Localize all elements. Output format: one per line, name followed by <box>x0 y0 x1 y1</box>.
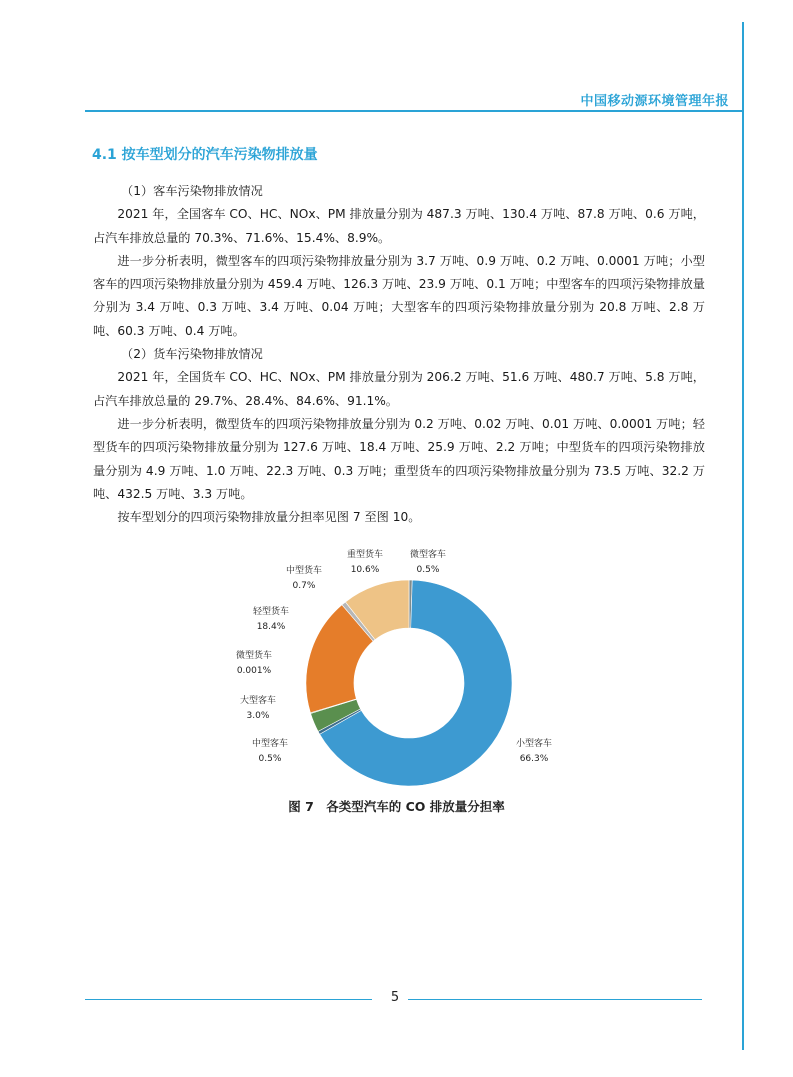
slice-category: 重型货车 <box>346 550 384 560</box>
slice-label <box>410 548 446 578</box>
slice-category: 微型客车 <box>409 550 447 560</box>
page-number: 5 <box>390 990 400 1005</box>
slice-category: 大型客车 <box>239 696 277 706</box>
figure-caption: 图 7 各类型汽车的 CO 排放量分担率 <box>288 799 505 814</box>
slice-label <box>516 737 552 767</box>
slice-value: 0.001% <box>236 666 272 676</box>
slice-category: 中型客车 <box>251 739 289 749</box>
slice-label <box>252 737 288 767</box>
slice-value: 10.6% <box>350 565 380 575</box>
subheading-truck: （2）货车污染物排放情况 <box>121 347 263 362</box>
footer-rule-right <box>408 999 702 1000</box>
paragraph: 2021 年，全国客车 CO、HC、NOx、PM 排放量分别为 487.3 万吨、130.4 万吨、87.8 万吨、0.6 万吨，占汽车排放总量的 70.3%、71.6%、15.4%、8.9%。 <box>93 207 705 245</box>
slice-value: 0.5% <box>416 565 440 575</box>
paragraph: 进一步分析表明，微型货车的四项污染物排放量分别为 0.2 万吨、0.02 万吨、0.01 万吨、0.0001 万吨；轻型货车的四项污染物排放量分别为 127.6 万吨、18.4 万吨、25.9 万吨、2.2 万吨；中型货车的四项污染物排放量分别为 4.9 万吨、1.0 万吨、22.3 万吨、0.3 万吨；重型货车的四项污染物排放量分别为 73.5 万吨、32.2 万吨、432.5 万吨、3.3 万吨。 <box>93 416 705 501</box>
slice-value: 3.0% <box>246 711 270 721</box>
slice-category: 小型客车 <box>515 739 553 749</box>
subheading-passenger: （1）客车污染物排放情况 <box>121 184 263 198</box>
right-margin-line <box>742 22 744 1050</box>
slice-label <box>347 548 383 578</box>
slice-label <box>253 605 289 635</box>
paragraph: 按车型划分的四项污染物排放量分担率见图 7 至图 10。 <box>117 510 421 525</box>
slice-label <box>286 564 322 594</box>
donut-chart <box>0 540 793 800</box>
slice-value: 18.4% <box>256 622 286 632</box>
section-heading: 4.1 按车型划分的汽车污染物排放量 <box>92 147 318 163</box>
header-rule <box>85 110 743 112</box>
donut-chart-figure <box>0 540 793 830</box>
slice-category: 中型货车 <box>285 566 323 576</box>
footer-rule-left <box>85 999 372 1000</box>
paragraph: 进一步分析表明，微型客车的四项污染物排放量分别为 3.7 万吨、0.9 万吨、0.2 万吨、0.0001 万吨；小型客车的四项污染物排放量分别为 459.4 万吨、126.3 万吨、23.9 万吨、0.1 万吨；中型客车的四项污染物排放量分别为 3.4 万吨、0.3 万吨、3.4 万吨、0.04 万吨；大型客车的四项污染物排放量分别为 20.8 万吨、2.8 万吨、60.3 万吨、0.4 万吨。 <box>93 253 705 338</box>
slice-value: 0.7% <box>292 581 316 591</box>
slice-category: 微型货车 <box>235 651 273 661</box>
paragraph: 2021 年，全国货车 CO、HC、NOx、PM 排放量分别为 206.2 万吨、51.6 万吨、480.7 万吨、5.8 万吨，占汽车排放总量的 29.7%、28.4%、84.6%、91.1%。 <box>93 370 705 408</box>
slice-value: 0.5% <box>258 754 282 764</box>
slice-label <box>240 694 276 724</box>
body-text <box>93 180 705 529</box>
slice-value: 66.3% <box>519 754 549 764</box>
slice-category: 轻型货车 <box>252 607 290 617</box>
report-title: 中国移动源环境管理年报 <box>580 94 729 109</box>
slice-label <box>236 649 272 679</box>
